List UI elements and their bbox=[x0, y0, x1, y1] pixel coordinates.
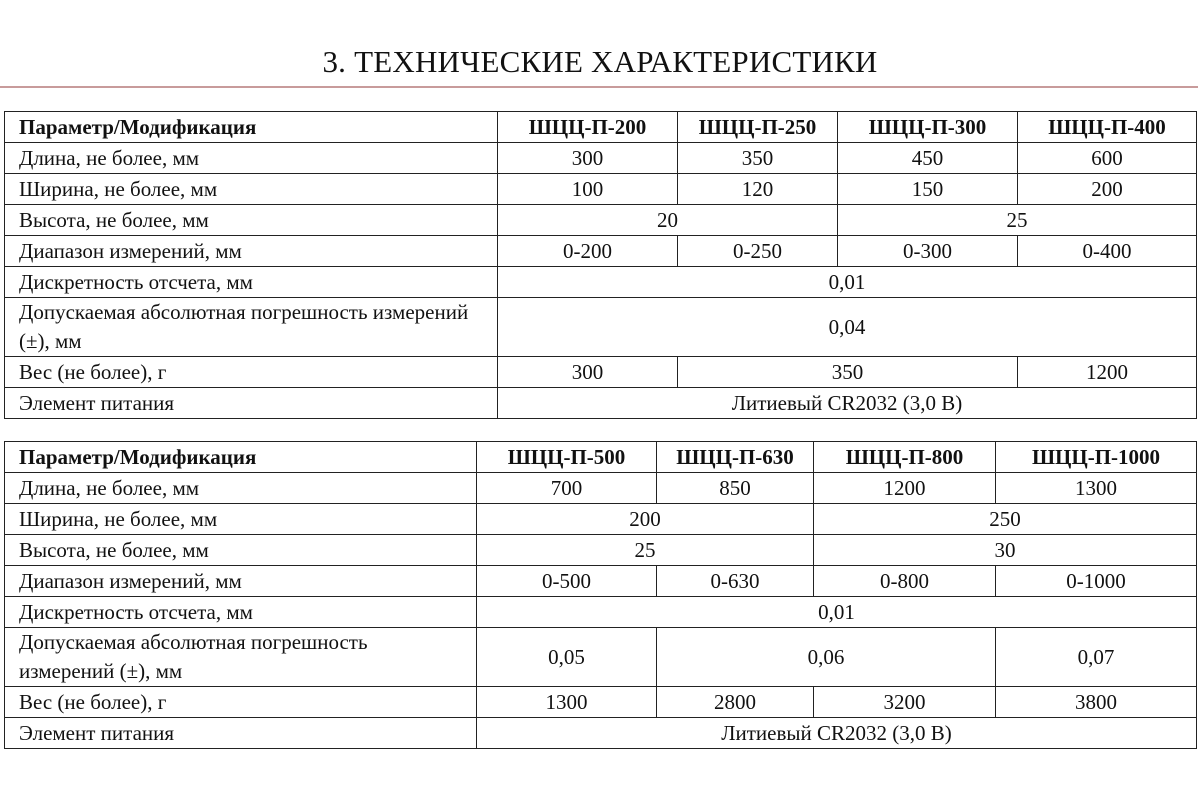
cell-value: 700 bbox=[477, 473, 657, 504]
cell-value: 200 bbox=[477, 504, 814, 535]
cell-value: 350 bbox=[678, 143, 838, 174]
param-header: Параметр/Модификация bbox=[5, 112, 498, 143]
row-label: Дискретность отсчета, мм bbox=[5, 597, 477, 628]
cell-value: 3200 bbox=[814, 687, 996, 718]
cell-value: 0,05 bbox=[477, 628, 657, 687]
row-label: Ширина, не более, мм bbox=[5, 174, 498, 205]
cell-value: 0-300 bbox=[838, 236, 1018, 267]
specs-table-2 bbox=[4, 441, 1197, 749]
cell-value: 120 bbox=[678, 174, 838, 205]
row-label: Длина, не более, мм bbox=[5, 473, 477, 504]
cell-value: 0-200 bbox=[498, 236, 678, 267]
table-row bbox=[5, 236, 1197, 267]
table-row bbox=[5, 535, 1197, 566]
table-row bbox=[5, 597, 1197, 628]
cell-value: 300 bbox=[498, 357, 678, 388]
table-row bbox=[5, 473, 1197, 504]
cell-value: 25 bbox=[477, 535, 814, 566]
table-row bbox=[5, 628, 1197, 687]
model-header: ШЦЦ-П-200 bbox=[498, 112, 678, 143]
cell-value: 20 bbox=[498, 205, 838, 236]
table-row bbox=[5, 718, 1197, 749]
row-label: Элемент питания bbox=[5, 388, 498, 419]
cell-value: 350 bbox=[678, 357, 1018, 388]
cell-value: 200 bbox=[1018, 174, 1197, 205]
row-label: Дискретность отсчета, мм bbox=[5, 267, 498, 298]
row-label: Диапазон измерений, мм bbox=[5, 566, 477, 597]
cell-value: 0-250 bbox=[678, 236, 838, 267]
cell-value: 0-800 bbox=[814, 566, 996, 597]
param-header: Параметр/Модификация bbox=[5, 442, 477, 473]
cell-value: 1200 bbox=[1018, 357, 1197, 388]
cell-value: 150 bbox=[838, 174, 1018, 205]
model-header: ШЦЦ-П-500 bbox=[477, 442, 657, 473]
cell-value: 0,04 bbox=[498, 298, 1197, 357]
model-header: ШЦЦ-П-800 bbox=[814, 442, 996, 473]
cell-value: 0-400 bbox=[1018, 236, 1197, 267]
cell-value: 600 bbox=[1018, 143, 1197, 174]
cell-value: 1300 bbox=[996, 473, 1197, 504]
cell-value: 450 bbox=[838, 143, 1018, 174]
table-row bbox=[5, 298, 1197, 357]
cell-value: 0-630 bbox=[657, 566, 814, 597]
model-header: ШЦЦ-П-1000 bbox=[996, 442, 1197, 473]
cell-value: 300 bbox=[498, 143, 678, 174]
model-header: ШЦЦ-П-300 bbox=[838, 112, 1018, 143]
cell-value: 0,01 bbox=[498, 267, 1197, 298]
title-divider bbox=[0, 86, 1198, 88]
table-row bbox=[5, 174, 1197, 205]
table-row bbox=[5, 504, 1197, 535]
table-row bbox=[5, 566, 1197, 597]
table-row bbox=[5, 143, 1197, 174]
table-row bbox=[5, 357, 1197, 388]
row-label: Допускаемая абсолютная погрешность измерений (±), мм bbox=[5, 628, 477, 687]
row-label: Вес (не более), г bbox=[5, 357, 498, 388]
cell-value: 250 bbox=[814, 504, 1197, 535]
cell-value: 0,06 bbox=[657, 628, 996, 687]
cell-value: 3800 bbox=[996, 687, 1197, 718]
cell-value: 100 bbox=[498, 174, 678, 205]
cell-value: 2800 bbox=[657, 687, 814, 718]
cell-value: 0,07 bbox=[996, 628, 1197, 687]
table-row bbox=[5, 687, 1197, 718]
cell-value: Литиевый CR2032 (3,0 В) bbox=[498, 388, 1197, 419]
row-label: Высота, не более, мм bbox=[5, 205, 498, 236]
cell-value: Литиевый CR2032 (3,0 В) bbox=[477, 718, 1197, 749]
model-header: ШЦЦ-П-400 bbox=[1018, 112, 1197, 143]
cell-value: 1200 bbox=[814, 473, 996, 504]
row-label: Вес (не более), г bbox=[5, 687, 477, 718]
cell-value: 1300 bbox=[477, 687, 657, 718]
table-row bbox=[5, 267, 1197, 298]
cell-value: 25 bbox=[838, 205, 1197, 236]
cell-value: 850 bbox=[657, 473, 814, 504]
table-row bbox=[5, 388, 1197, 419]
row-label: Диапазон измерений, мм bbox=[5, 236, 498, 267]
row-label: Элемент питания bbox=[5, 718, 477, 749]
specs-table-1 bbox=[4, 111, 1197, 419]
cell-value: 0,01 bbox=[477, 597, 1197, 628]
table-header-row bbox=[5, 112, 1197, 143]
table-row bbox=[5, 205, 1197, 236]
page-title: 3. ТЕХНИЧЕСКИЕ ХАРАКТЕРИСТИКИ bbox=[322, 44, 878, 79]
row-label: Высота, не более, мм bbox=[5, 535, 477, 566]
row-label: Допускаемая абсолютная погрешность измерений (±), мм bbox=[5, 298, 498, 357]
row-label: Ширина, не более, мм bbox=[5, 504, 477, 535]
cell-value: 30 bbox=[814, 535, 1197, 566]
model-header: ШЦЦ-П-250 bbox=[678, 112, 838, 143]
model-header: ШЦЦ-П-630 bbox=[657, 442, 814, 473]
cell-value: 0-1000 bbox=[996, 566, 1197, 597]
cell-value: 0-500 bbox=[477, 566, 657, 597]
row-label: Длина, не более, мм bbox=[5, 143, 498, 174]
table-header-row bbox=[5, 442, 1197, 473]
